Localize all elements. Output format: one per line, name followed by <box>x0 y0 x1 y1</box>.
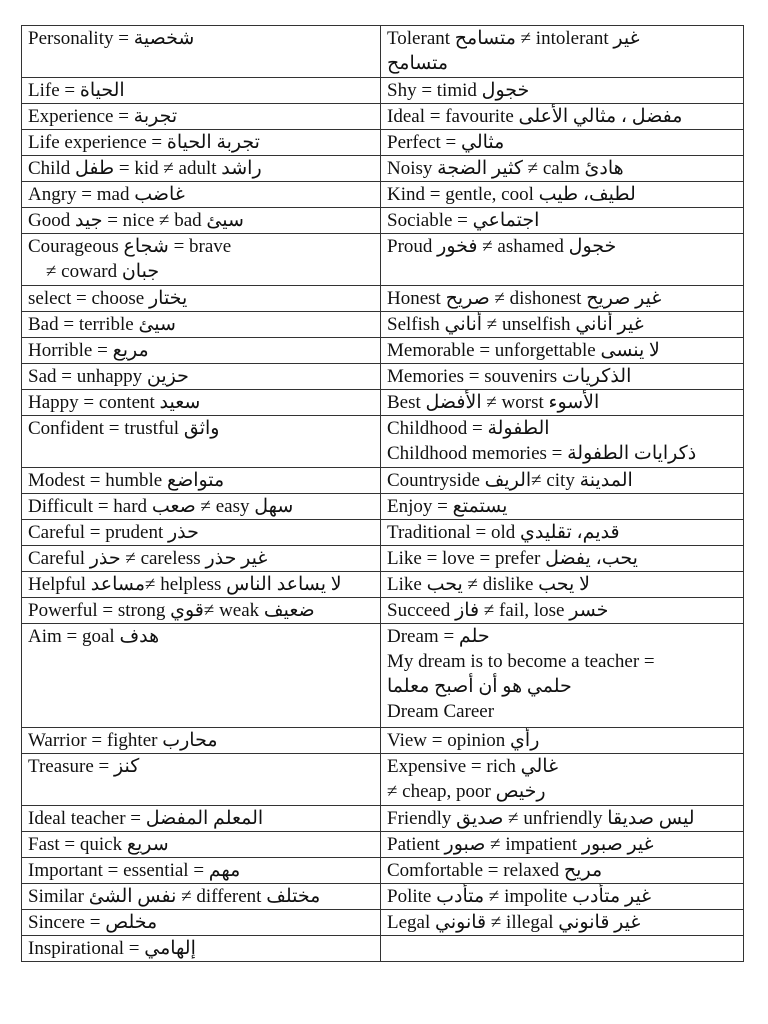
vocab-entry: ≠ coward جبان <box>46 261 160 282</box>
vocab-cell-left <box>22 130 381 156</box>
vocab-cell-right <box>381 104 744 130</box>
vocab-entry: ≠ cheap, poor رخيص <box>387 781 546 802</box>
table-row <box>22 364 744 390</box>
vocab-entry: Best الأفضل ≠ worst الأسوء <box>387 392 600 413</box>
table-row <box>22 936 744 962</box>
vocab-entry: Warrior = fighter محارب <box>28 730 218 751</box>
table-row <box>22 520 744 546</box>
vocab-cell-left <box>22 494 381 520</box>
vocab-entry: Sincere = مخلص <box>28 912 158 933</box>
table-row <box>22 494 744 520</box>
vocab-cell-left <box>22 390 381 416</box>
vocab-entry: Experience = تجربة <box>28 106 178 127</box>
vocab-cell-right <box>381 858 744 884</box>
vocab-entry: Horrible = مريع <box>28 340 149 361</box>
vocab-cell-left <box>22 156 381 182</box>
vocab-cell-right <box>381 546 744 572</box>
vocab-entry: Like يحب ≠ dislike لا يحب <box>387 574 590 595</box>
vocab-entry: Child طفل = kid ≠ adult راشد <box>28 158 262 179</box>
vocab-entry: Enjoy = يستمتع <box>387 496 508 517</box>
vocab-cell-right <box>381 910 744 936</box>
vocab-cell-right <box>381 494 744 520</box>
vocab-cell-right <box>381 130 744 156</box>
vocab-cell-right <box>381 156 744 182</box>
vocab-cell-left <box>22 936 381 962</box>
vocab-cell-right <box>381 754 744 806</box>
vocab-cell-left <box>22 78 381 104</box>
vocab-cell-right <box>381 468 744 494</box>
vocab-entry: Noisy كثير الضجة ≠ calm هادئ <box>387 158 624 179</box>
table-row <box>22 182 744 208</box>
vocab-cell-right <box>381 884 744 910</box>
table-row <box>22 624 744 728</box>
vocab-cell-left <box>22 728 381 754</box>
vocab-entry: Fast = quick سريع <box>28 834 169 855</box>
vocab-cell-left <box>22 884 381 910</box>
vocab-entry: Like = love = prefer يحب، يفضل <box>387 548 638 569</box>
vocab-entry: My dream is to become a teacher = <box>387 651 655 672</box>
vocab-entry: View = opinion رأي <box>387 730 540 751</box>
table-row <box>22 390 744 416</box>
vocab-entry: Ideal teacher = المعلم المفضل <box>28 808 264 829</box>
vocab-cell-right <box>381 832 744 858</box>
table-row <box>22 728 744 754</box>
vocab-cell-left <box>22 182 381 208</box>
vocab-entry: Difficult = hard صعب ≠ easy سهل <box>28 496 294 517</box>
table-row <box>22 286 744 312</box>
vocab-entry: Courageous شجاع = brave <box>28 236 232 257</box>
vocab-entry: متسامح <box>387 53 449 74</box>
vocab-entry: Important = essential = مهم <box>28 860 241 881</box>
vocab-entry: Angry = mad غاضب <box>28 184 185 205</box>
vocab-cell-right <box>381 338 744 364</box>
vocab-cell-right <box>381 936 744 962</box>
vocab-entry: Happy = content سعيد <box>28 392 201 413</box>
vocab-cell-left <box>22 806 381 832</box>
vocab-entry: Modest = humble متواضع <box>28 470 225 491</box>
vocab-entry: Succeed فاز ≠ fail, lose خسر <box>387 600 609 621</box>
vocab-cell-left <box>22 312 381 338</box>
table-row <box>22 754 744 806</box>
vocab-cell-left <box>22 546 381 572</box>
table-row <box>22 910 744 936</box>
vocab-cell-right <box>381 416 744 468</box>
vocab-entry: Life experience = تجربة الحياة <box>28 132 260 153</box>
vocab-entry: Inspirational = إلهامي <box>28 938 196 959</box>
vocab-entry: Careful = prudent حذر <box>28 522 199 543</box>
vocab-entry: select = choose يختار <box>28 288 188 309</box>
vocab-cell-right <box>381 182 744 208</box>
vocab-cell-left <box>22 286 381 312</box>
vocab-cell-left <box>22 26 381 78</box>
vocab-entry: Good جيد = nice ≠ bad سيئ <box>28 210 244 231</box>
vocab-cell-left <box>22 910 381 936</box>
vocab-entry: Childhood memories = ذكرايات الطفولة <box>387 443 697 464</box>
vocab-entry: Similar نفس الشئ ≠ different مختلف <box>28 886 321 907</box>
table-row <box>22 338 744 364</box>
vocab-cell-right <box>381 286 744 312</box>
vocab-entry: Shy = timid خجول <box>387 80 530 101</box>
vocab-entry: Bad = terrible سيئ <box>28 314 176 335</box>
vocab-entry: Countryside الريف≠ city المدينة <box>387 470 633 491</box>
table-row <box>22 884 744 910</box>
vocab-entry: Perfect = مثالي <box>387 132 505 153</box>
vocab-entry: Treasure = كنز <box>28 756 140 777</box>
table-row <box>22 832 744 858</box>
vocabulary-table-body <box>22 26 744 962</box>
vocab-entry: Patient صبور ≠ impatient غير صبور <box>387 834 654 855</box>
vocab-entry: Life = الحياة <box>28 80 125 101</box>
table-row <box>22 468 744 494</box>
table-row <box>22 208 744 234</box>
vocab-entry: Honest صريح ≠ dishonest غير صريح <box>387 288 662 309</box>
vocab-cell-left <box>22 832 381 858</box>
vocab-entry: Comfortable = relaxed مريح <box>387 860 603 881</box>
vocab-entry: Childhood = الطفولة <box>387 418 550 439</box>
vocab-entry: Traditional = old قديم، تقليدي <box>387 522 620 543</box>
vocab-cell-right <box>381 624 744 728</box>
table-row <box>22 78 744 104</box>
vocab-entry: Powerful = strong قوي≠ weak ضعيف <box>28 600 315 621</box>
vocab-cell-right <box>381 312 744 338</box>
vocab-entry: Memorable = unforgettable لا ينسى <box>387 340 660 361</box>
table-row <box>22 104 744 130</box>
vocab-cell-right <box>381 572 744 598</box>
vocab-cell-left <box>22 858 381 884</box>
vocab-entry: Expensive = rich غالي <box>387 756 559 777</box>
vocab-cell-right <box>381 78 744 104</box>
vocab-entry: Confident = trustful واثق <box>28 418 220 439</box>
vocab-entry: Ideal = favourite مفضل ، مثالي الأعلى <box>387 106 683 127</box>
vocab-cell-right <box>381 728 744 754</box>
vocab-cell-right <box>381 364 744 390</box>
vocab-entry: Dream = حلم <box>387 626 490 647</box>
vocab-cell-left <box>22 234 381 286</box>
table-row <box>22 572 744 598</box>
table-row <box>22 312 744 338</box>
table-row <box>22 416 744 468</box>
vocab-cell-left <box>22 754 381 806</box>
table-row <box>22 858 744 884</box>
vocab-cell-right <box>381 390 744 416</box>
vocab-entry: Legal قانوني ≠ illegal غير قانوني <box>387 912 641 933</box>
vocab-cell-left <box>22 208 381 234</box>
vocab-entry: Dream Career <box>387 701 495 722</box>
vocab-cell-right <box>381 208 744 234</box>
vocab-entry: Careful حذر ≠ careless غير حذر <box>28 548 268 569</box>
vocab-entry: Selfish أناني ≠ unselfish غير أناني <box>387 314 644 335</box>
vocab-cell-right <box>381 234 744 286</box>
vocab-entry: حلمي هو أن أصبح معلما <box>387 676 572 697</box>
vocab-cell-left <box>22 338 381 364</box>
vocab-entry: Sad = unhappy حزين <box>28 366 189 387</box>
vocab-entry: Memories = souvenirs الذكريات <box>387 366 632 387</box>
vocab-entry: Personality = شخصية <box>28 28 195 49</box>
vocab-cell-left <box>22 598 381 624</box>
vocab-entry: Helpful مساعد≠ helpless لا يساعد الناس <box>28 574 342 595</box>
table-row <box>22 546 744 572</box>
vocab-cell-left <box>22 624 381 728</box>
vocab-cell-left <box>22 364 381 390</box>
vocab-cell-left <box>22 520 381 546</box>
vocab-cell-right <box>381 598 744 624</box>
vocab-cell-left <box>22 416 381 468</box>
vocab-cell-left <box>22 104 381 130</box>
table-row <box>22 26 744 78</box>
vocab-entry: Aim = goal هدف <box>28 626 160 647</box>
vocab-cell-right <box>381 520 744 546</box>
table-row <box>22 806 744 832</box>
vocab-cell-right <box>381 806 744 832</box>
vocab-entry: Kind = gentle, cool لطيف، طيب <box>387 184 636 205</box>
vocab-entry: Proud فخور ≠ ashamed خجول <box>387 236 617 257</box>
vocab-entry: Friendly صديق ≠ unfriendly ليس صديقا <box>387 808 695 829</box>
vocabulary-table <box>21 25 744 962</box>
table-row <box>22 130 744 156</box>
vocab-entry: Sociable = اجتماعي <box>387 210 540 231</box>
vocab-entry: Tolerant متسامح ≠ intolerant غير <box>387 28 640 49</box>
table-row <box>22 156 744 182</box>
table-row <box>22 234 744 286</box>
vocab-cell-right <box>381 26 744 78</box>
vocab-entry: Polite متأدب ≠ impolite غير متأدب <box>387 886 652 907</box>
vocab-cell-left <box>22 572 381 598</box>
table-row <box>22 598 744 624</box>
vocab-cell-left <box>22 468 381 494</box>
